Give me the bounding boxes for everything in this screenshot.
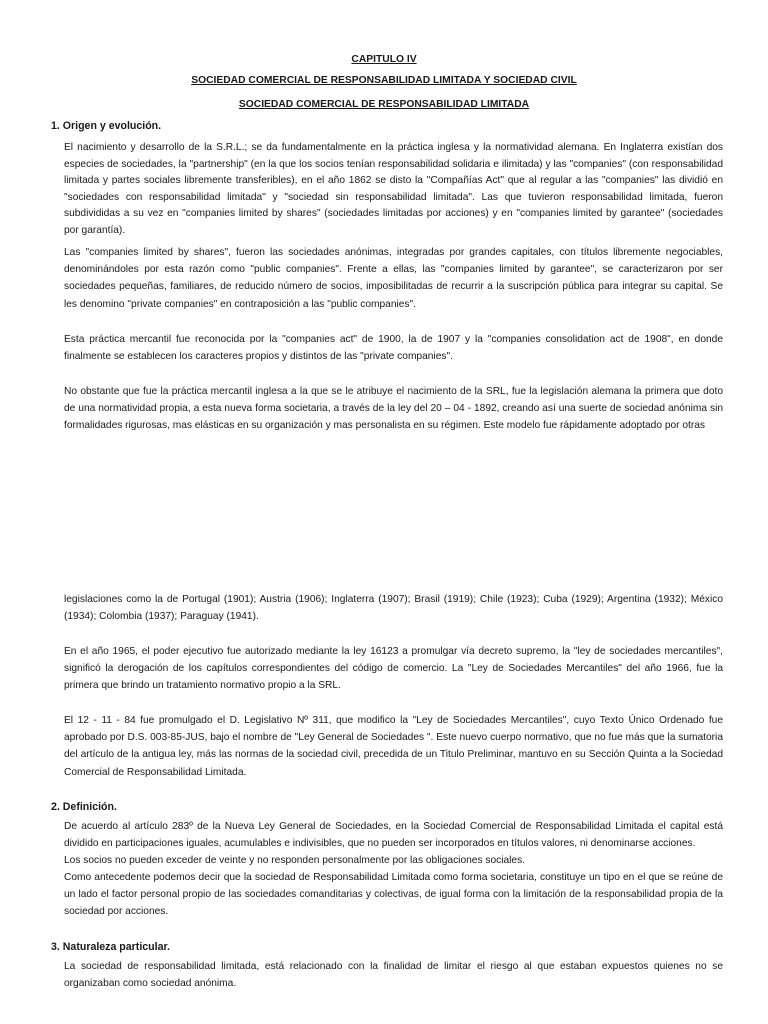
paragraph: No obstante que fue la práctica mercantil inglesa a la que se le atribuye el nacimiento de la SRL, fue la legislación alemana la primera que doto de una normatividad propia, a esta nueva forma societaria, a través de la ley del 20 – 04 - 1892, creando así una suerte de sociedad anónima sin formalidades rigurosas, mas elásticas en su organización y mas personalista en su régimen. Este modelo fue rápidamente adoptado por otras: [64, 386, 723, 432]
paragraph: Las "companies limited by shares", fueron las sociedades anónimas, integradas por grandes capitales, con títulos libremente negociables, denominándoles por esta razón como "public companies". Frente a ellas, las "companies limited by garantee", se caracterizaron por ser sociedades pequeñas, familiares, de reducido número de socios, imposibilitadas de recurrir a la suscripción pública para integrar su capital. Se les denomino "private companies" en contraposición a las "public companies".: [64, 247, 723, 310]
paragraph: Esta práctica mercantil fue reconocida por la "companies act" de 1900, la de 1907 y la "companies consolidation act de 1908", en donde finalmente se establecen los caracteres propios y distintos de las "private companies".: [64, 334, 723, 363]
paragraph: Como antecedente podemos decir que la sociedad de Responsabilidad Limitada como forma societaria, constituye un tipo en el que se reúne de un lado el factor personal propio de las sociedades comanditarias y colectivas, de igual forma con la limitación de la responsabilidad propia de la sociedad por acciones.: [64, 872, 723, 918]
paragraph: El 12 - 11 - 84 fue promulgado el D. Legislativo Nº 311, que modifico la "Ley de Sociedades Mercantiles", cuyo Texto Único Ordenado fue aprobado por D.S. 003-85-JUS, bajo el nombre de "Ley General de Sociedades ". Este nuevo cuerpo normativo, que no fue más que la sumatoria del artículo de la antigua ley, más las normas de la sociedad civil, precedida de un Titulo Preliminar, mantuvo en su Sección Quinta a la Sociedad Comercial de Responsabilidad Limitada.: [64, 715, 723, 778]
section-title-origin: 1. Origen y evolución.: [51, 120, 162, 132]
paragraph: legislaciones como la de Portugal (1901); Austria (1906); Inglaterra (1907); Brasil (1919); Chile (1923); Cuba (1929); Argentina (1932); México (1934); Colombia (1937); Paraguay (1941).: [64, 594, 723, 623]
chapter-heading: CAPITULO IV: [351, 54, 417, 65]
document-subtitle: SOCIEDAD COMERCIAL DE RESPONSABILIDAD LIMITADA: [238, 99, 530, 110]
section-title-nature: 3. Naturaleza particular.: [51, 941, 170, 953]
paragraph: De acuerdo al artículo 283º de la Nueva Ley General de Sociedades, en la Sociedad Comercial de Responsabilidad Limitada el capital está dividido en participaciones iguales, acumulables e indivisibles, que no pueden ser incorporados en títulos valores, ni denominarse acciones.: [64, 821, 723, 850]
section-title-definition: 2. Definición.: [51, 801, 117, 813]
document-title: SOCIEDAD COMERCIAL DE RESPONSABILIDAD LIMITADA Y SOCIEDAD CIVIL: [191, 75, 577, 86]
paragraph: En el año 1965, el poder ejecutivo fue autorizado mediante la ley 16123 a promulgar vía decreto supremo, la "ley de sociedades mercantiles", significó la derogación de los capítulos correspondientes del código de comercio. La "Ley de Sociedades Mercantiles" del año 1966, fue la primera que brindo un tratamiento normativo propio a la SRL.: [64, 646, 723, 692]
paragraph: Los socios no pueden exceder de veinte y no responden personalmente por las obligaciones sociales.: [64, 855, 525, 866]
paragraph: El nacimiento y desarrollo de la S.R.L.; se da fundamentalmente en la práctica inglesa y la normatividad alemana. En Inglaterra existían dos especies de sociedades, la "partnership" (en la que los socios tenían responsabilidad solidaria e ilimitada) y las "companies" (con responsabilidad limitada y partes sociales libremente transferibles), en el año 1862 se disto la "Compañías Act" que al regular a las "companies" las dividió en "sociedades con responsabilidad limitada" y "sociedad sin responsabilidad limitada". Las que tuvieron responsabilidad limitada, fueron subdivididas a su vez en "companies limited by shares" (sociedades limitadas por acciones) y en "companies limited by garantee" (sociedades por garantía).: [64, 142, 723, 236]
paragraph: La sociedad de responsabilidad limitada, está relacionado con la finalidad de limitar el riesgo al que estaban expuestos quienes no se organizaban como sociedad anónima.: [64, 961, 723, 990]
